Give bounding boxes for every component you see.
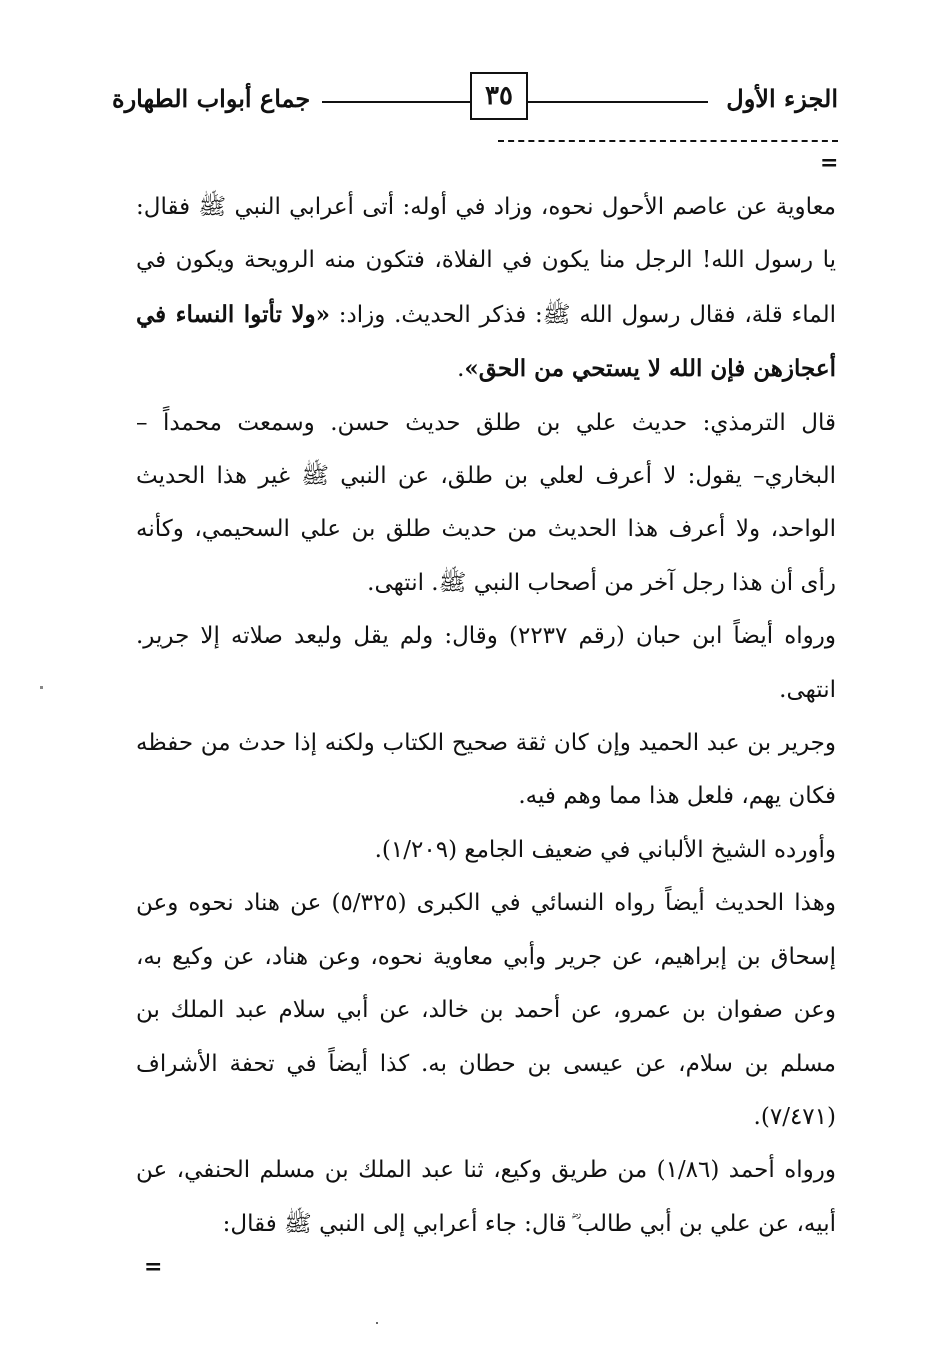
paragraph-4: وجرير بن عبد الحميد وإن كان ثقة صحيح الكتاب ولكنه إذا حدث من حفظه فكان يهم، فلعل هذا مما وهم فيه. (136, 730, 836, 810)
separator-dashed-rule (498, 140, 838, 142)
quoted-hadith: «ولا تأتوا النساء في أعجازهن فإن الله لا يستحي من الحق» (136, 300, 836, 383)
paragraph-7: ورواه أحمد (١/٨٦) من طريق وكيع، ثنا عبد الملك بن مسلم الحنفي، عن أبيه، عن علي بن أبي طالب ؓ قال: جاء أعرابي إلى النبي ﷺ فقال: (136, 1157, 836, 1237)
scan-speck-bottom (376, 1322, 378, 1324)
continuation-mark-top: = (820, 150, 839, 176)
header-rule-left (322, 101, 470, 103)
continuation-mark-bottom: = (144, 1254, 163, 1280)
paragraph-6: وهذا الحديث أيضاً رواه النسائي في الكبرى (٥/٣٢٥) عن هناد نحوه وعن إسحاق بن إبراهيم، عن جرير وأبي معاوية نحوه، وعن هناد، عن وكيع به، وعن صفوان بن عمرو، عن أحمد بن خالد، عن أبي سلام عبد الملك بن مسلم بن سلام، عن عيسى بن حطان به. كذا أيضاً في تحفة الأشراف (٧/٤٧١). (136, 890, 836, 1130)
header-chapter-title: جماع أبواب الطهارة (112, 84, 311, 113)
header-part-title: الجزء الأول (726, 84, 838, 113)
paragraph-1: معاوية عن عاصم الأحول نحوه، وزاد في أوله: أتى أعرابي النبي ﷺ فقال: يا رسول الله! الرجل منا يكون في الفلاة، فتكون منه الرويحة ويكون في الماء قلة، فقال رسول الله ﷺ: فذكر الحديث. وزاد: «ولا تأتوا النساء في أعجازهن فإن الله لا يستحي من الحق». (136, 194, 836, 383)
page-number: ٣٥ (470, 72, 528, 120)
scan-speck (40, 686, 43, 689)
paragraph-2: قال الترمذي: حديث علي بن طلق حديث حسن. وسمعت محمداً – البخاري– يقول: لا أعرف لعلي بن طلق، عن النبي ﷺ غير هذا الحديث الواحد، ولا أعرف هذا الحديث من حديث طلق بن علي السحيمي، وكأنه رأى أن هذا رجل آخر من أصحاب النبي ﷺ. انتهى. (136, 409, 836, 596)
running-header (112, 72, 838, 128)
header-rule-right (528, 101, 708, 103)
paragraph-5: وأورده الشيخ الألباني في ضعيف الجامع (١/٢٠٩). (374, 836, 836, 863)
body-text (136, 181, 836, 1251)
paragraph-3: ورواه أيضاً ابن حبان (رقم ٢٢٣٧) وقال: ولم يقل وليعد صلاته إلا جرير. انتهى. (136, 623, 836, 703)
